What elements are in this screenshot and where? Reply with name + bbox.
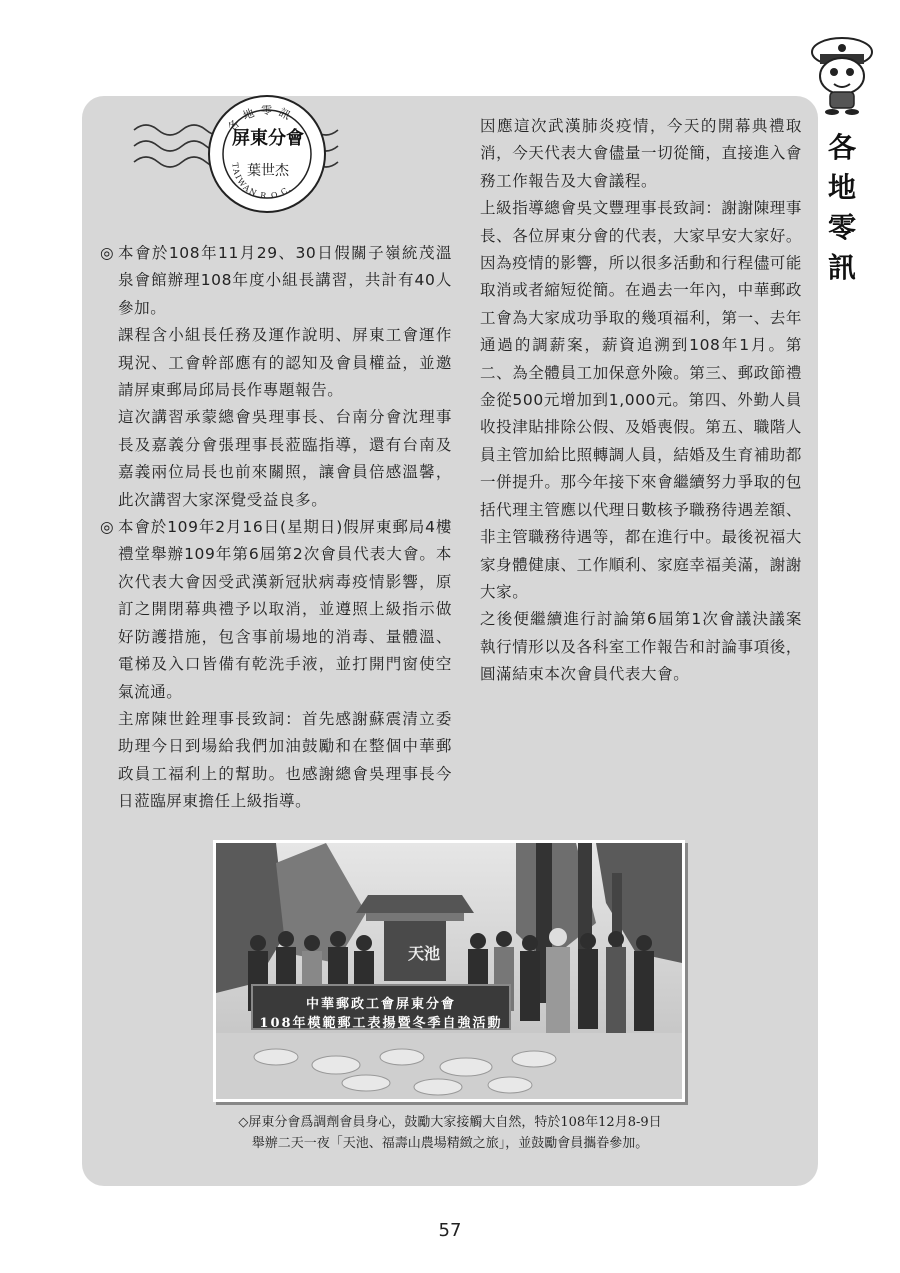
section-title-char: 零 <box>827 211 856 244</box>
article-paragraph <box>100 514 452 706</box>
stamp-top-text: 各地零訊 <box>225 103 298 135</box>
section-title-char: 地 <box>827 171 856 204</box>
stamp-title: 屏東分會 <box>232 128 304 149</box>
postmark-stamp <box>205 92 330 217</box>
photo-caption <box>180 1112 720 1154</box>
article-paragraph: 因應這次武漢肺炎疫情，今天的開幕典禮取消，今天代表大會儘量一切從簡，直接進入會務工作報告及大會議程。 <box>480 117 803 190</box>
article-paragraph: 之後便繼續進行討論第6屆第1次會議決議案執行情形以及各科室工作報告和討論事項後，圓滿結束本次會員代表大會。 <box>480 610 803 684</box>
banner-line-1: 中華郵政工會屏東分會 <box>305 997 456 1012</box>
article-left-column <box>100 240 452 816</box>
banner-line-2: 108年模範郵工表揚暨冬季自強活動 <box>259 1016 503 1031</box>
postman-mascot-icon <box>806 30 878 116</box>
paragraph-text: 本會於109年2月16日(星期日)假屏東郵局4樓禮堂舉辦109年第6屆第2次會員代表大會。本次代表大會因受武漢新冠狀病毒疫情影響，原訂之開閉幕典禮予以取消，並遵照上級指示做好防護措施，包含事前場地的消毒、量體溫、電梯及入口皆備有乾洗手液，並打開門窗使空氣流通。 <box>118 518 452 701</box>
section-title-char: 各 <box>827 131 856 164</box>
caption-line: ◇屏東分會爲調劑會員身心，鼓勵大家接觸大自然，特於108年12月8-9日 <box>238 1115 662 1130</box>
article-paragraph: 課程含小組長任務及運作說明、屏東工會運作現況、工會幹部應有的認知及會員權益，並邀請屏東郵局邱局長作專題報告。 <box>118 326 452 400</box>
bullet-mark: ◎ <box>100 244 115 262</box>
section-title-char: 訊 <box>827 251 856 284</box>
article-paragraph: 主席陳世銓理事長致詞：首先感謝蘇震清立委助理今日到場給我們加油鼓勵和在整個中華郵政員工福利上的幫助。也感謝總會吳理事長今日蒞臨屏東擔任上級指導。 <box>118 709 452 811</box>
group-photo-illustration <box>216 843 682 1099</box>
article-author: 葉世杰 <box>247 163 289 179</box>
caption-line: 舉辦二天一夜「天池、福壽山農場精緻之旅」，並鼓勵會員攜眷參加。 <box>251 1136 649 1151</box>
article-paragraph: 上級指導總會吳文豐理事長致詞：謝謝陳理事長、各位屏東分會的代表，大家早安大家好。因為疫情的影響，所以很多活動和行程儘可能取消或者縮短從簡。在過去一年內，中華郵政工會為大家成功爭取的幾項福利，第一、去年通過的調薪案，薪資追溯到108年1月。第二、為全體員工加保意外險。第三、郵政節禮金從500元增加到1,000元。第四、外勤人員收投津貼排除公假、及婚喪假。第五、職階人員主管加給比照轉調人員，結婚及生育補助都一併提升。那今年接下來會繼續努力爭取的包括代理主管應以代理日數核予職務待遇差額、非主管職務待遇等，都在進行中。最後祝福大家身體健康、工作順利、家庭幸福美滿，謝謝大家。 <box>480 199 803 601</box>
article-paragraph: 這次講習承蒙總會吳理事長、台南分會沈理事長及嘉義分會張理事長蒞臨指導，還有台南及嘉義兩位局長也前來關照，讓會員倍感溫馨，此次講習大家深覺受益良多。 <box>118 408 452 509</box>
stamp-bottom-text: TAIWAN R.O.C. <box>230 162 294 201</box>
group-photo <box>216 843 682 1099</box>
article-right-column <box>480 113 802 689</box>
group-photo-frame <box>213 840 685 1102</box>
pavilion-sign: 天池 <box>407 944 440 963</box>
section-title-vertical <box>822 128 862 288</box>
paragraph-text: 本會於108年11月29、30日假關子嶺統茂溫泉會館辦理108年度小組長講習，共計有40人參加。 <box>118 244 452 317</box>
article-paragraph <box>100 240 452 322</box>
bullet-mark: ◎ <box>100 518 115 537</box>
page-number: 57 <box>438 1220 462 1241</box>
